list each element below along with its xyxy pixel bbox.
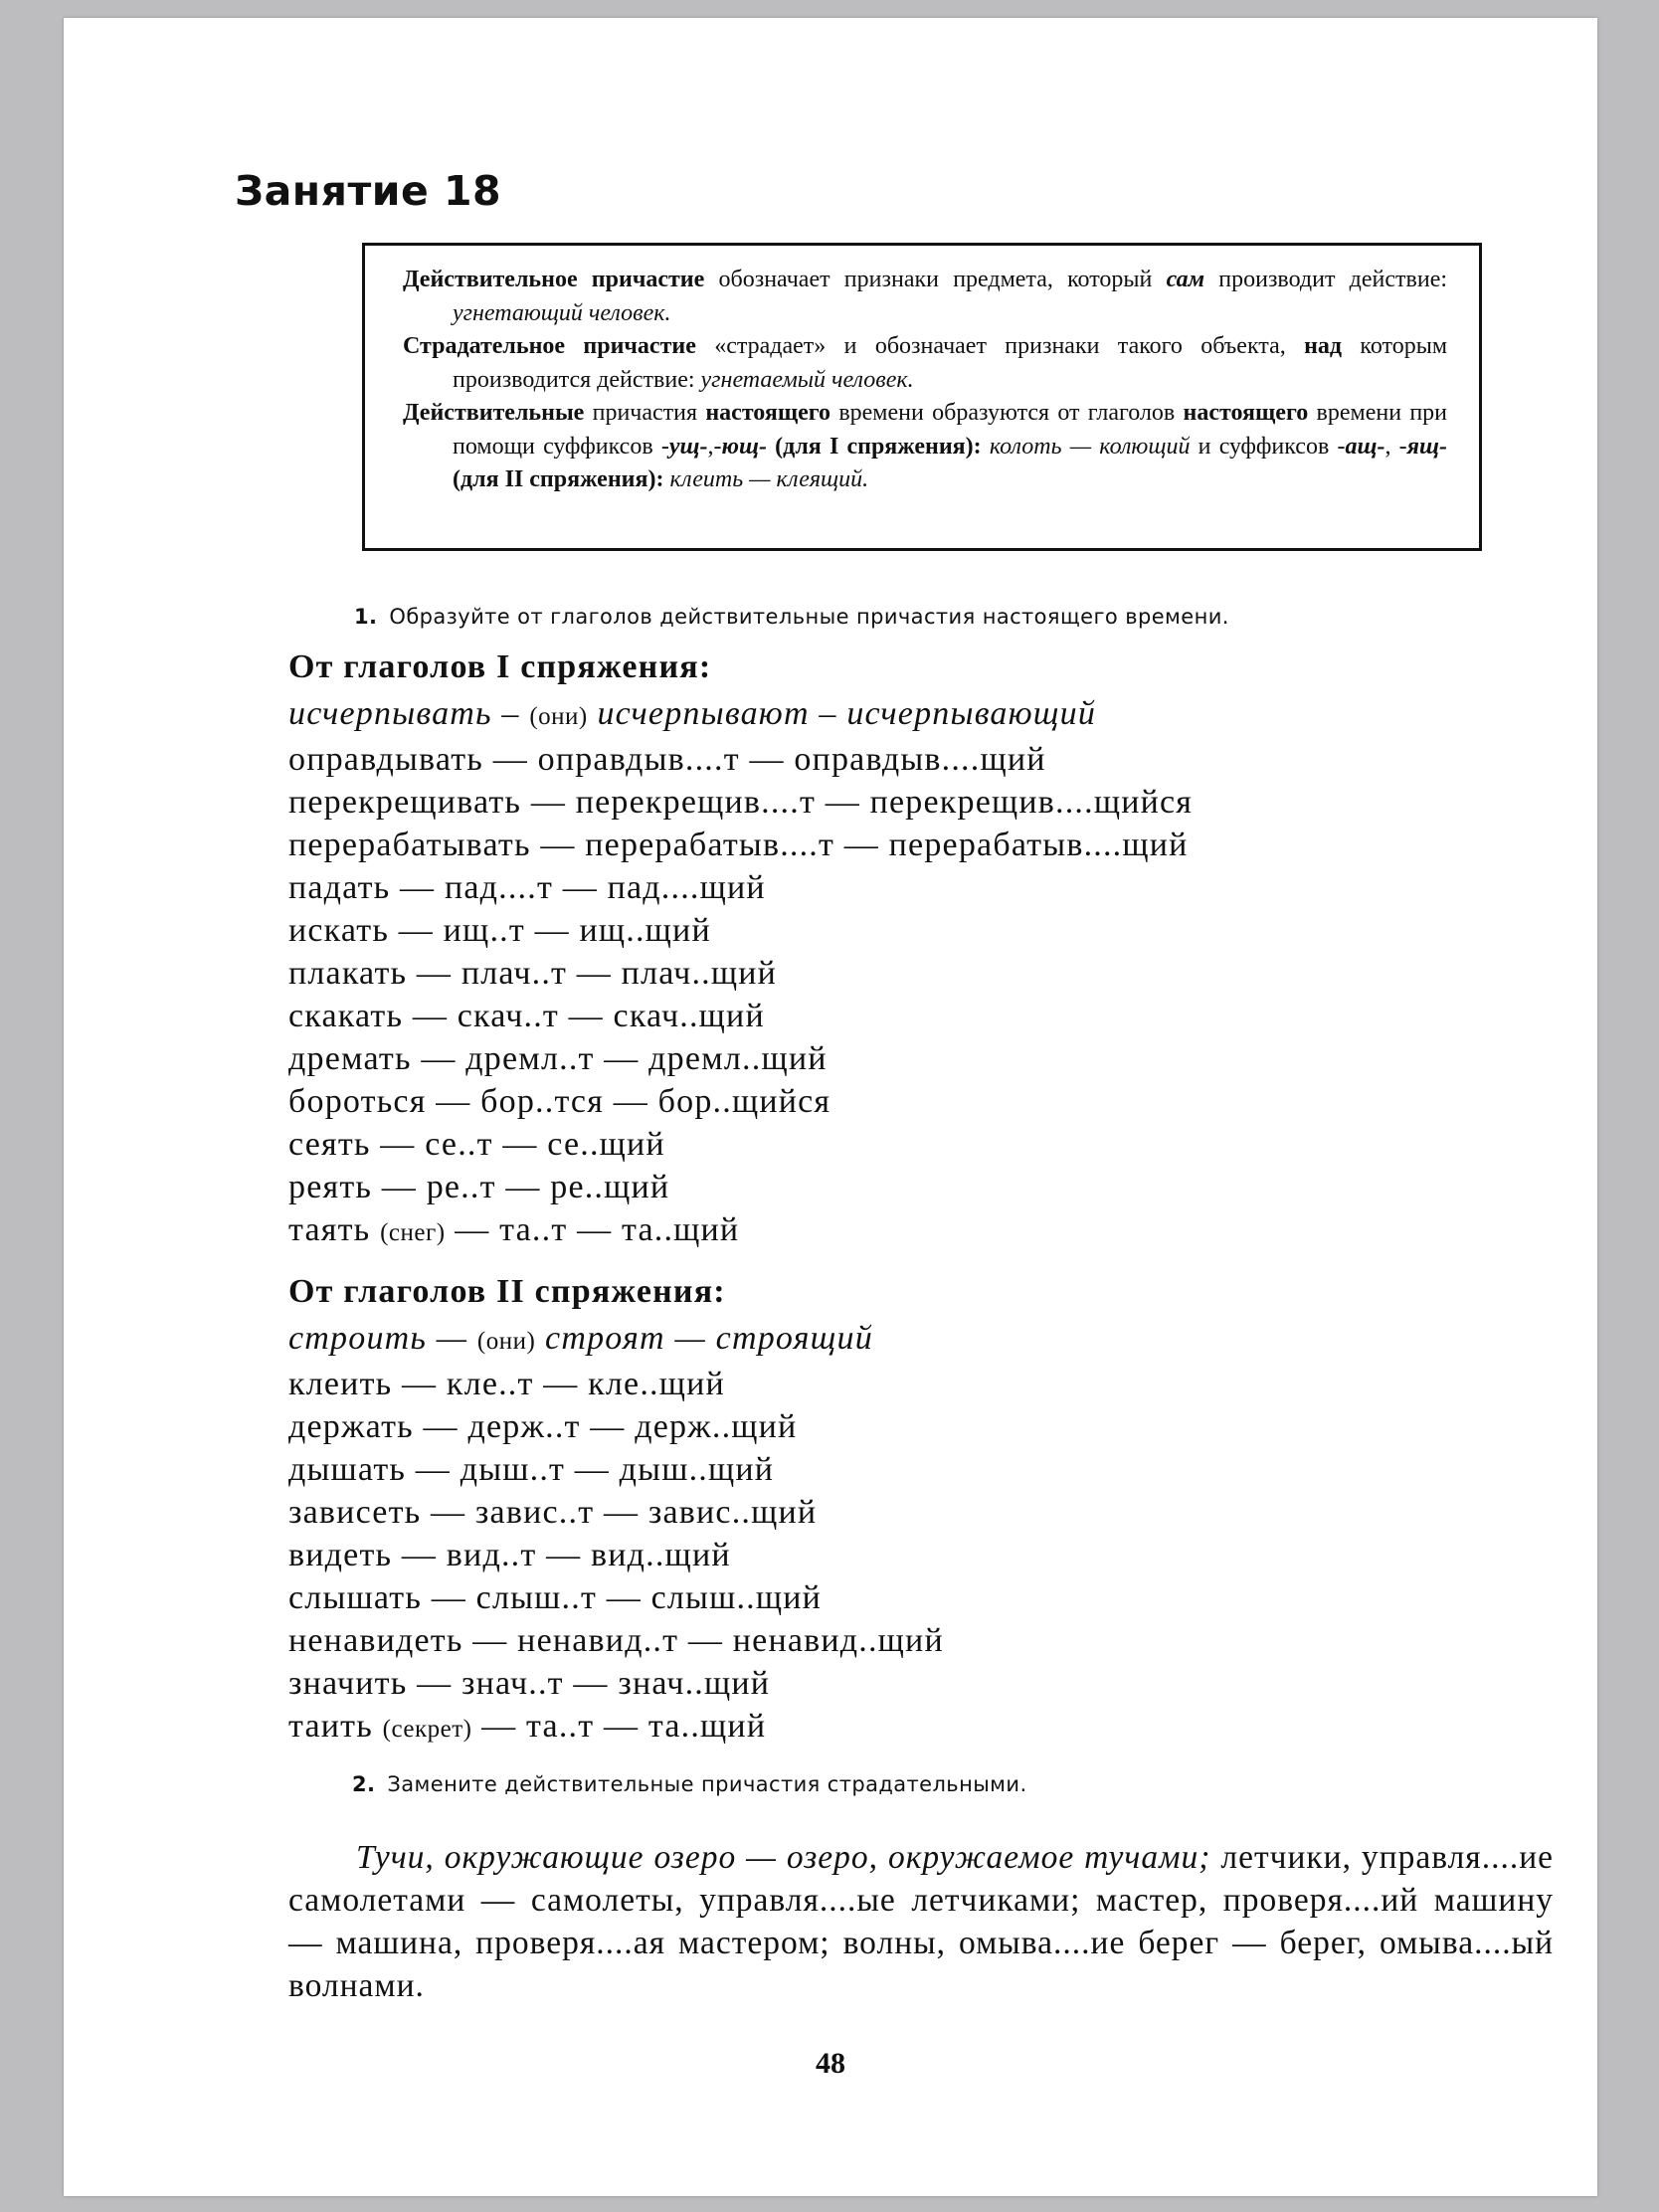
list-item: зависеть — завис..т — завис..щий <box>288 1494 818 1531</box>
list-item: клеить — кле..т — кле..щий <box>288 1366 725 1402</box>
rule-passive-participle: Страдательное причастие «страдает» и обозначает признаки такого объекта, над которым производится действие: угнетаемый человек. <box>403 333 1448 393</box>
list-item: дремать — дремл..т — дремл..щий <box>288 1040 828 1077</box>
list-item: перерабатывать — перерабатыв....т — перерабатыв....щий <box>288 827 1189 863</box>
list-item: держать — держ..т — держ..щий <box>288 1408 798 1445</box>
rule-active-participle: Действительное причастие обозначает признаки предмета, который сам производит действие: угнетающий человек. <box>403 267 1448 326</box>
list-item: падать — пад....т — пад....щий <box>288 869 766 906</box>
exercise-2-text: Тучи, окружающие озеро — озеро, окружаемое тучами; летчики, управля....ие самолетами — самолеты, управля....ые летчиками; мастер, проверя....ий машину — машина, проверя....ая мастером; волны, омыва....ие берег — берег, омыва....ый волнами. <box>288 1839 1554 2004</box>
list-item: дышать — дыш..т — дыш..щий <box>288 1451 775 1488</box>
section-2-list <box>288 1317 944 1751</box>
list-item: значить — знач..т — знач..щий <box>288 1665 771 1702</box>
list-item: плакать — плач..т — плач..щий <box>288 955 778 992</box>
task-1-instruction: 1. Образуйте от глаголов действительные причастия настоящего времени. <box>354 605 1229 629</box>
page-number: 48 <box>816 2047 845 2080</box>
section-1-list <box>288 692 1193 1254</box>
list-item: перекрещивать — перекрещив....т — перекрещив....щийся <box>288 784 1194 821</box>
list-item: ненавидеть — ненавид..т — ненавид..щий <box>288 1622 944 1659</box>
section-2-heading: От глаголов II спряжения: <box>288 1273 726 1310</box>
book-page <box>64 18 1597 2196</box>
list-item: сеять — се..т — се..щий <box>288 1126 665 1163</box>
list-item: скакать — скач..т — скач..щий <box>288 998 765 1034</box>
rule-box <box>362 243 1482 551</box>
list-item: слышать — слыш..т — слыш..щий <box>288 1579 823 1616</box>
list-item: таять (снег) — та..т — та..щий <box>288 1211 740 1248</box>
list-item: бороться — бор..тся — бор..щийся <box>288 1083 831 1120</box>
lesson-title: Занятие 18 <box>235 167 502 215</box>
section-2-example: строить — (они) строят — строящий <box>288 1320 873 1357</box>
section-1-example: исчерпывать – (они) исчерпывают – исчерпывающий <box>288 695 1097 732</box>
list-item: искать — ищ..т — ищ..щий <box>288 912 711 949</box>
rule-present-formation: Действительные причастия настоящего времени образуются от глаголов настоящего времени при помощи суффиксов -ущ-,-ющ- (для I спряжения): колоть — колющий и суффиксов -ащ-, -ящ- (для II спряжения): клеить — клеящий. <box>403 400 1448 492</box>
list-item: таить (секрет) — та..т — та..щий <box>288 1708 767 1745</box>
task-2-instruction: 2. Замените действительные причастия страдательными. <box>352 1772 1027 1796</box>
list-item: реять — ре..т — ре..щий <box>288 1169 670 1205</box>
list-item: оправдывать — оправдыв....т — оправдыв....щий <box>288 741 1046 778</box>
section-1-heading: От глаголов I спряжения: <box>288 648 712 685</box>
list-item: видеть — вид..т — вид..щий <box>288 1537 731 1573</box>
